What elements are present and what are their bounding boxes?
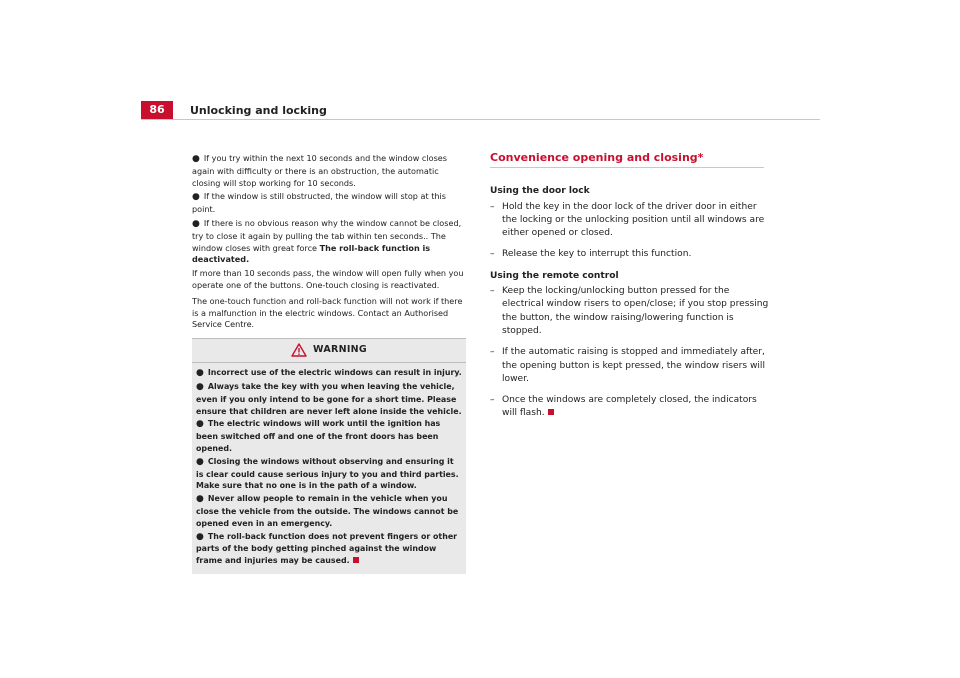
warning-triangle-icon <box>291 343 307 357</box>
warning-item <box>196 531 462 567</box>
warning-title: WARNING <box>312 344 368 356</box>
bullet-icon: ● <box>196 419 204 430</box>
warning-item <box>196 493 462 529</box>
bullet-icon: ● <box>192 154 200 164</box>
bullet-icon: ● <box>196 494 204 505</box>
page-number: 86 <box>141 101 173 119</box>
warning-item <box>196 367 462 380</box>
warning-item <box>196 418 462 454</box>
dash-icon: – <box>490 249 495 260</box>
item-text: If there is no obvious reason why the window cannot be closed, try to close it again by pulling the tab within ten seconds.. The window closes with great force <box>192 217 462 253</box>
section-end-icon <box>548 409 554 415</box>
step-text: Release the key to interrupt this function. <box>502 249 692 260</box>
bullet-icon: ● <box>196 368 204 379</box>
list-item <box>192 218 466 266</box>
item-text: Incorrect use of the electric windows can result in injury. <box>207 368 462 378</box>
warning-item <box>196 456 462 492</box>
step-text: Hold the key in the door lock of the driver door in either the locking or the unlocking position until all windows are either opened or closed. <box>502 201 765 239</box>
item-text: If you try within the next 10 seconds and the window closes again with difficulty or there is an obstruction, the automatic closing will stop working for 10 seconds. <box>192 153 447 188</box>
step-text: Keep the locking/unlocking button pressed for the electrical window risers to open/close; if you stop pressing the button, the window raising/lowering function is stopped. <box>502 286 769 336</box>
step-text: If the automatic raising is stopped and immediately after, the opening button is kept pressed, the window risers will lower. <box>502 347 765 384</box>
step-item <box>490 346 770 386</box>
step-item <box>490 248 770 261</box>
bullet-icon: ● <box>192 218 200 229</box>
bullet-icon: ● <box>196 456 204 467</box>
right-column <box>490 151 770 429</box>
item-text: If the window is still obstructed, the window will stop at this point. <box>192 191 446 215</box>
paragraph: If more than 10 seconds pass, the window will open fully when you operate one of the buttons. One-touch closing is reactivated. <box>192 268 464 290</box>
left-column <box>192 153 466 574</box>
chapter-title: Unlocking and locking <box>190 104 327 117</box>
step-item <box>490 285 770 338</box>
paragraph: The one-touch function and roll-back function will not work if there is a malfunction in the electric windows. Contact an Authorised Service Centre. <box>192 295 463 330</box>
subheading: Using the remote control <box>490 270 619 281</box>
dash-icon: – <box>490 201 495 212</box>
warning-box <box>192 338 466 574</box>
step-text-wrap <box>502 394 770 421</box>
dash-icon: – <box>490 395 495 406</box>
item-text: The roll-back function does not prevent fingers or other parts of the body getting pinched against the window frame and injuries may be caused. <box>196 531 458 566</box>
item-text: The electric windows will work until the ignition has been switched off and one of the front doors has been opened. <box>196 419 441 453</box>
bullet-icon: ● <box>196 381 204 392</box>
item-text: Closing the windows without observing and ensuring it is clear could cause serious injury to you and third parties. Make sure that no one is in the path of a window. <box>196 456 459 491</box>
dash-icon: – <box>490 347 495 358</box>
header-divider <box>141 119 820 120</box>
list-item <box>192 191 466 216</box>
step-item <box>490 394 770 421</box>
subheading: Using the door lock <box>490 186 590 197</box>
bullet-icon: ● <box>192 192 200 203</box>
item-text: Always take the key with you when leaving the vehicle, even if you only intend to be gone for a short time. Please ensure that children are never left alone inside the vehicle. <box>196 381 462 416</box>
item-text: Never allow people to remain in the vehicle when you close the vehicle from the outside. The windows cannot be opened even in an emergency. <box>196 494 459 528</box>
step-text: Once the windows are completely closed, the indicators will flash. <box>502 395 757 419</box>
step-item <box>490 201 770 241</box>
section-title: Convenience opening and closing* <box>490 151 764 168</box>
dash-icon: – <box>490 286 495 297</box>
list-item <box>192 153 466 189</box>
bullet-icon: ● <box>196 531 204 542</box>
item-emphasis: The roll-back function is deactivated. <box>192 242 431 265</box>
warning-header <box>192 341 466 363</box>
section-end-icon <box>353 557 359 563</box>
warning-item <box>196 381 462 417</box>
